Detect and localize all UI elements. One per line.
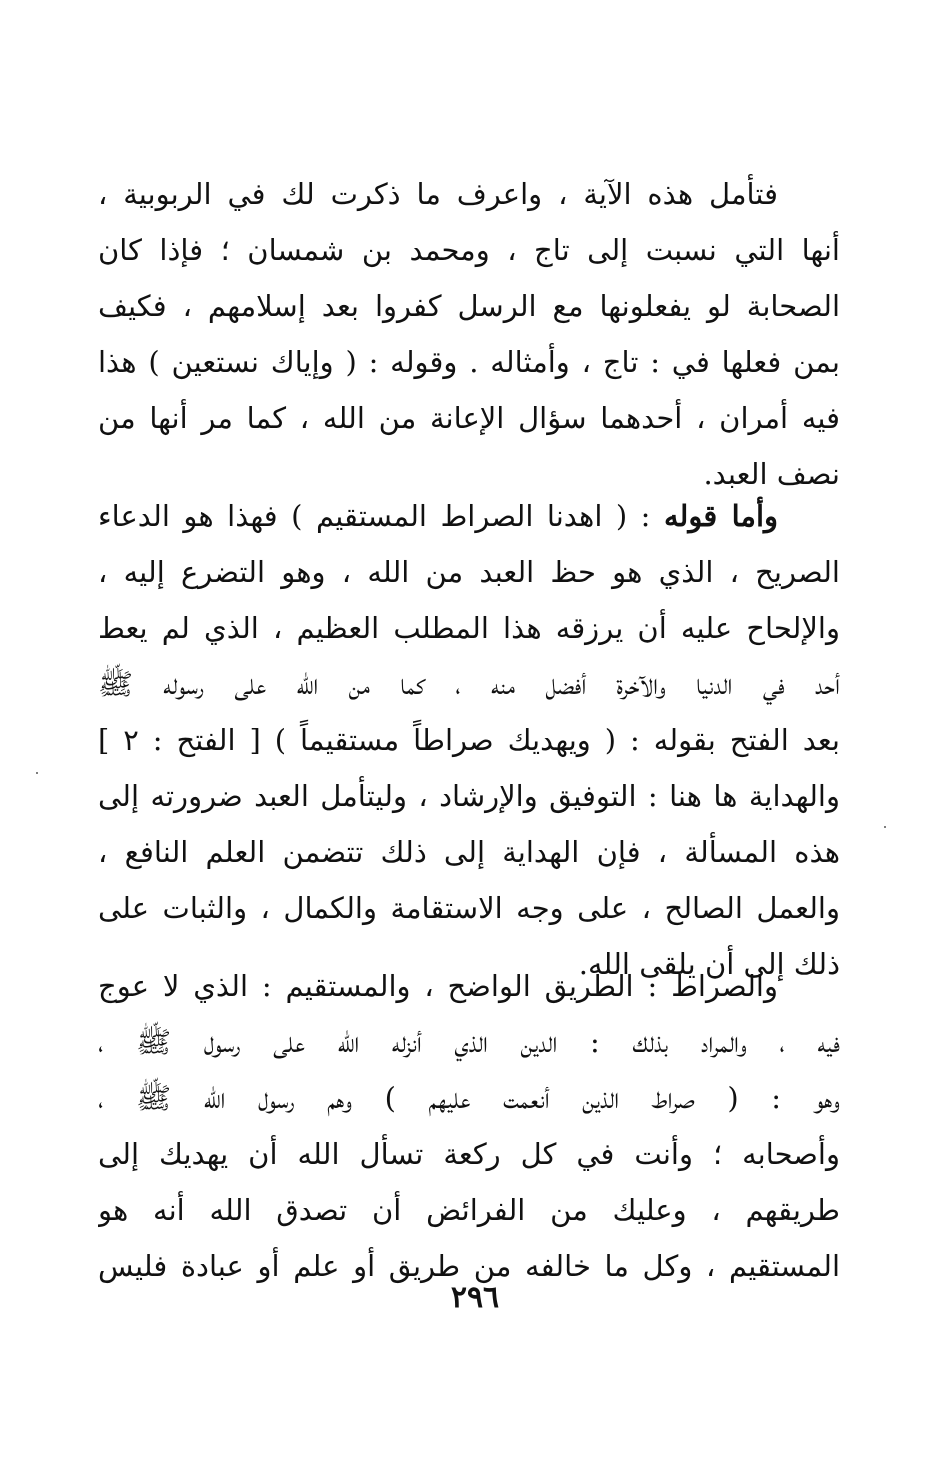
text-line-rest: : ( اهدنا الصراط المستقيم ) فهذا هو الدعاء <box>98 499 664 533</box>
text-line: بعد الفتح بقوله : ( ويهديك صراطاً مستقيماً ) [ الفتح : ٢ ] <box>98 723 840 757</box>
paragraph-3 <box>98 958 840 1294</box>
text-line: فيه أمران ، أحدهما سؤال الإعانة من الله ، كما مر أنها من <box>98 401 840 435</box>
bold-lead-text: وأما قوله <box>663 499 779 533</box>
text-line: والهداية ها هنا : التوفيق والإرشاد ، وليتأمل العبد ضرورته إلى <box>98 779 840 813</box>
text-line: فيه ، والمراد بذلك : الدين الذي أنزله الله على رسول ﷺ ، <box>98 1025 840 1059</box>
text-line: والإلحاح عليه أن يرزقه هذا المطلب العظيم ، الذي لم يعط <box>98 611 840 645</box>
text-line: والصراط : الطريق الواضح ، والمستقيم : الذي لا عوج <box>98 969 778 1003</box>
text-line: ذلك إلى أن يلقى الله. <box>578 947 840 981</box>
text-line: هذه المسألة ، فإن الهداية إلى ذلك تتضمن العلم النافع ، <box>98 835 840 869</box>
text-line: أحد في الدنيا والآخرة أفضل منه ، كما من الله على رسوله ﷺ <box>98 667 840 701</box>
text-line: الصحابة لو يفعلونها مع الرسل كفروا بعد إسلامهم ، فكيف <box>98 289 840 323</box>
text-line: فتأمل هذه الآية ، واعرف ما ذكرت لك في الربوبية ، <box>98 177 778 211</box>
scan-speck <box>884 826 886 828</box>
text-line: أنها التي نسبت إلى تاج ، ومحمد بن شمسان ؛ فإذا كان <box>98 233 840 267</box>
page-number: ٢٩٦ <box>450 1280 500 1315</box>
text-line: المستقيم ، وكل ما خالفه من طريق أو علم أو عبادة فليس <box>98 1249 840 1283</box>
text-line <box>98 488 840 544</box>
text-line: وهو : ( صراط الذين أنعمت عليهم ) وهم رسول الله ﷺ ، <box>98 1081 840 1115</box>
scan-speck <box>36 772 38 774</box>
paragraph-1 <box>98 166 840 502</box>
text-line: وأصحابه ؛ وأنت في كل ركعة تسأل الله أن يهديك إلى <box>98 1137 840 1171</box>
text-line: نصف العبد. <box>703 457 840 491</box>
text-line: طريقهم ، وعليك من الفرائض أن تصدق الله أنه هو <box>98 1193 840 1227</box>
text-line: والعمل الصالح ، على وجه الاستقامة والكمال ، والثبات على <box>98 891 840 925</box>
text-line: بمن فعلها في : تاج ، وأمثاله . وقوله : ( وإياك نستعين ) هذا <box>98 345 840 379</box>
paragraph-2 <box>98 488 840 992</box>
text-line: الصريح ، الذي هو حظ العبد من الله ، وهو التضرع إليه ، <box>98 555 840 589</box>
